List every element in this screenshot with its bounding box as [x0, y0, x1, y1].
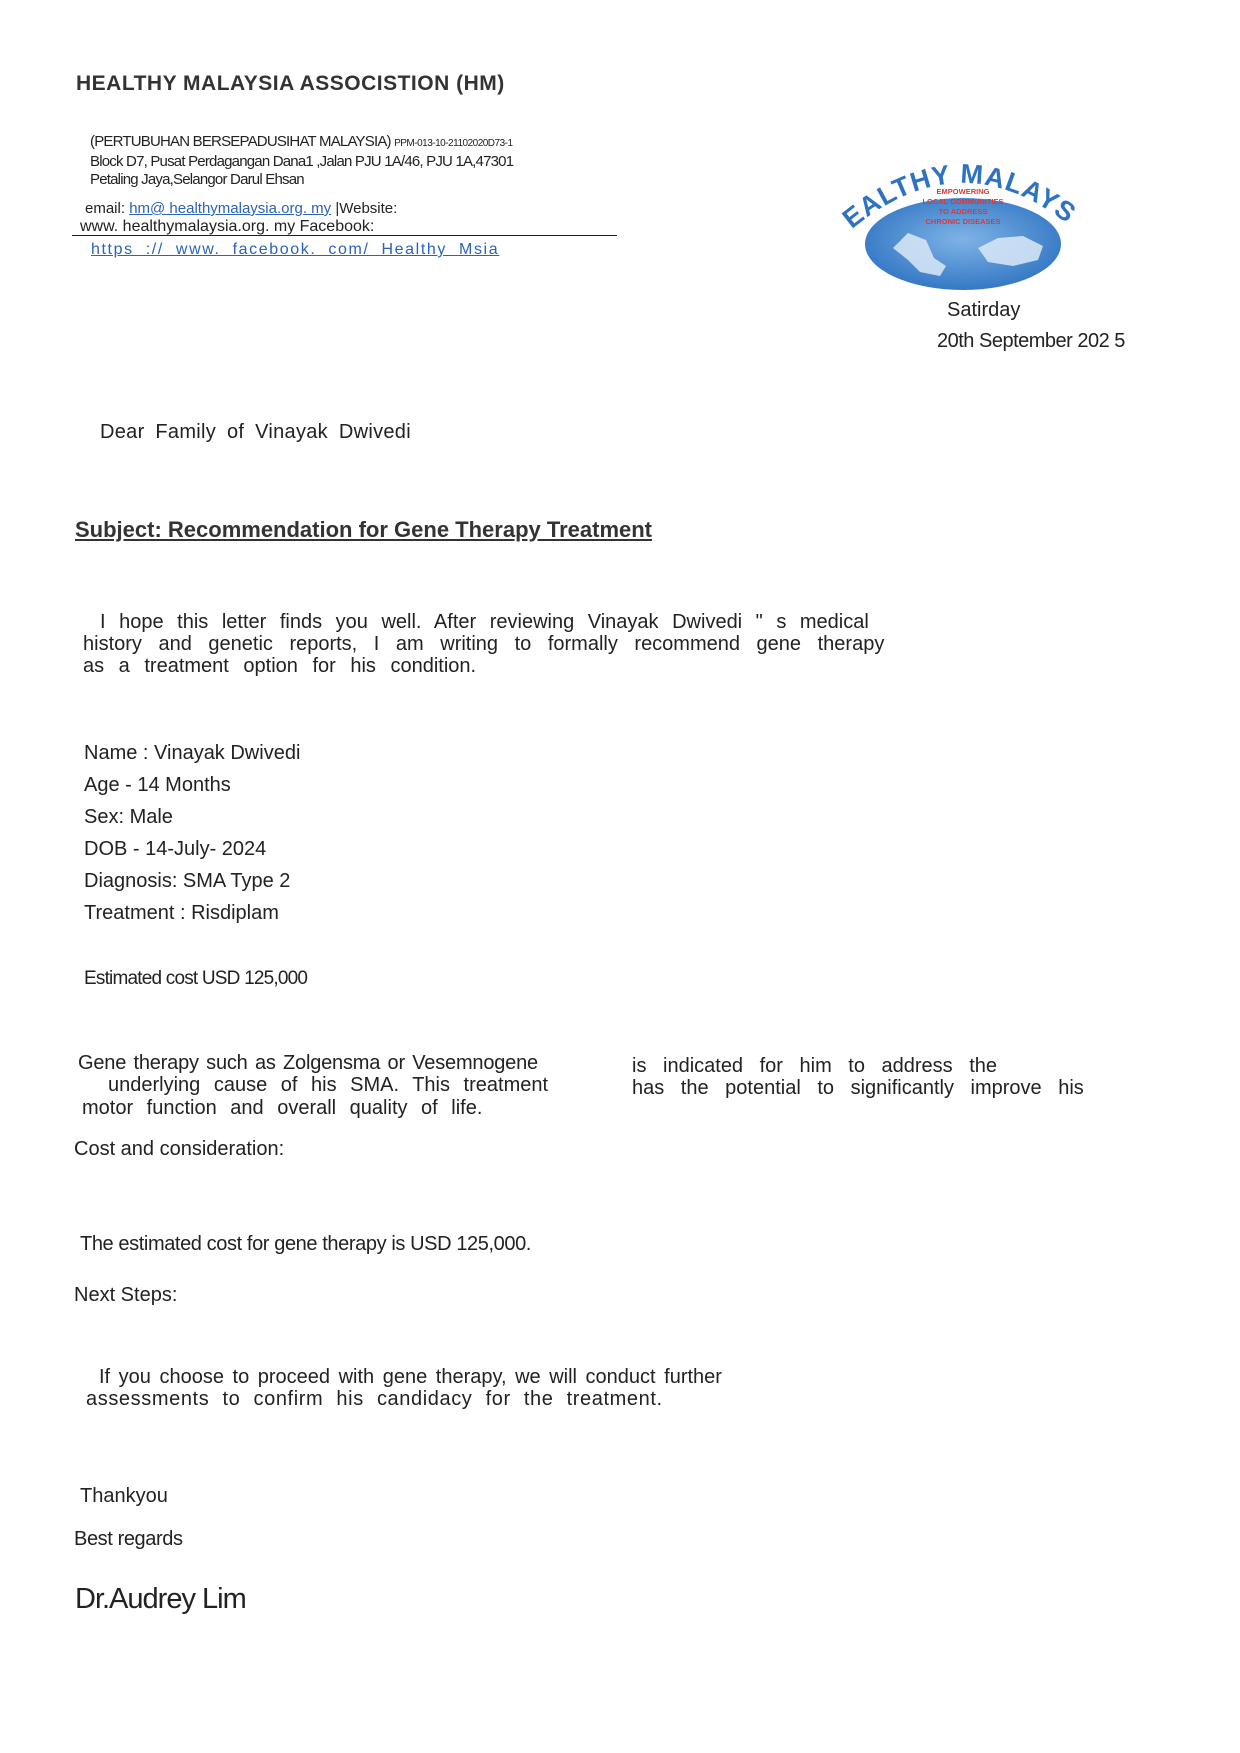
facebook-link[interactable]: https :// www. facebook. com/ Healthy Msia: [91, 241, 500, 258]
organization-details: [90, 133, 513, 189]
address-line-2: Petaling Jaya,Selangor Darul Ehsan: [90, 171, 304, 188]
organization-malay-name: (PERTUBUHAN BERSEPADUSIHAT MALAYSIA): [90, 133, 391, 150]
therapy-left-line-3: motor function and overall quality of life.: [82, 1097, 483, 1119]
address-line-1: Block D7, Pusat Perdagangan Dana1 ,Jalan PJU 1A/46, PJU 1A,47301: [90, 153, 514, 170]
next-steps-line-2: assessments to confirm his candidacy for the treatment.: [86, 1388, 663, 1410]
patient-name: Name : Vinayak Dwivedi: [84, 742, 301, 764]
letter-date: 20th September 202 5: [937, 330, 1125, 352]
next-steps-heading: Next Steps:: [74, 1284, 178, 1306]
therapy-left-line-1: Gene therapy such as Zolgensma or Vesemnogene: [78, 1052, 538, 1074]
logo-tagline-1: EMPOWERING: [936, 187, 990, 196]
healthy-malaysia-logo: [838, 148, 1088, 293]
intro-line-1: I hope this letter finds you well. After reviewing Vinayak Dwivedi " s medical: [100, 611, 869, 633]
patient-age: Age - 14 Months: [84, 774, 231, 796]
patient-sex: Sex: Male: [84, 806, 173, 828]
patient-dob: DOB - 14-July- 2024: [84, 838, 267, 860]
intro-line-2: history and genetic reports, I am writing to formally recommend gene therapy: [83, 633, 885, 655]
logo-tagline-4: CHRONIC DISEASES: [925, 217, 1001, 226]
therapy-right-line-2: has the potential to significantly improve his: [632, 1077, 1084, 1099]
letter-day: Satirday: [947, 299, 1021, 321]
patient-treatment: Treatment : Risdiplam: [84, 902, 279, 924]
logo-graphic: [838, 148, 1088, 293]
email-label: email:: [85, 200, 126, 217]
email-link[interactable]: hm@ healthymalaysia.org. my: [129, 200, 332, 217]
intro-line-3: as a treatment option for his condition.: [83, 655, 477, 677]
salutation: Dear Family of Vinayak Dwivedi: [100, 421, 411, 443]
best-regards: Best regards: [74, 1528, 183, 1550]
email-line: [85, 200, 397, 217]
header-divider: [72, 235, 617, 236]
estimated-cost-summary: Estimated cost USD 125,000: [84, 968, 308, 989]
subject-line: Subject: Recommendation for Gene Therapy Treatment: [75, 517, 653, 542]
therapy-left-line-2: underlying cause of his SMA. This treatment: [108, 1074, 549, 1096]
thanks-text: Thankyou: [80, 1485, 168, 1507]
website-facebook-line: www. healthymalaysia.org. my Facebook:: [80, 218, 375, 235]
website-label: |Website:: [335, 200, 398, 217]
cost-heading: Cost and consideration:: [74, 1138, 285, 1160]
logo-tagline-3: TO ADDRESS: [938, 207, 988, 216]
organization-title: HEALTHY MALAYSIA ASSOCISTION (HM): [76, 72, 505, 95]
logo-arc-text: EALTHY MALAYS: [838, 158, 1082, 235]
signatory-name: Dr.Audrey Lim: [75, 1583, 246, 1615]
therapy-right-line-1: is indicated for him to address the: [632, 1055, 998, 1077]
cost-text: The estimated cost for gene therapy is USD 125,000.: [80, 1233, 531, 1255]
patient-diagnosis: Diagnosis: SMA Type 2: [84, 870, 291, 892]
logo-tagline-2: LOCAL COMMUNITIES: [922, 197, 1004, 206]
next-steps-line-1: If you choose to proceed with gene therapy, we will conduct further: [99, 1366, 722, 1388]
registration-number: PPM-013-10-21102020D73-1: [394, 138, 513, 149]
